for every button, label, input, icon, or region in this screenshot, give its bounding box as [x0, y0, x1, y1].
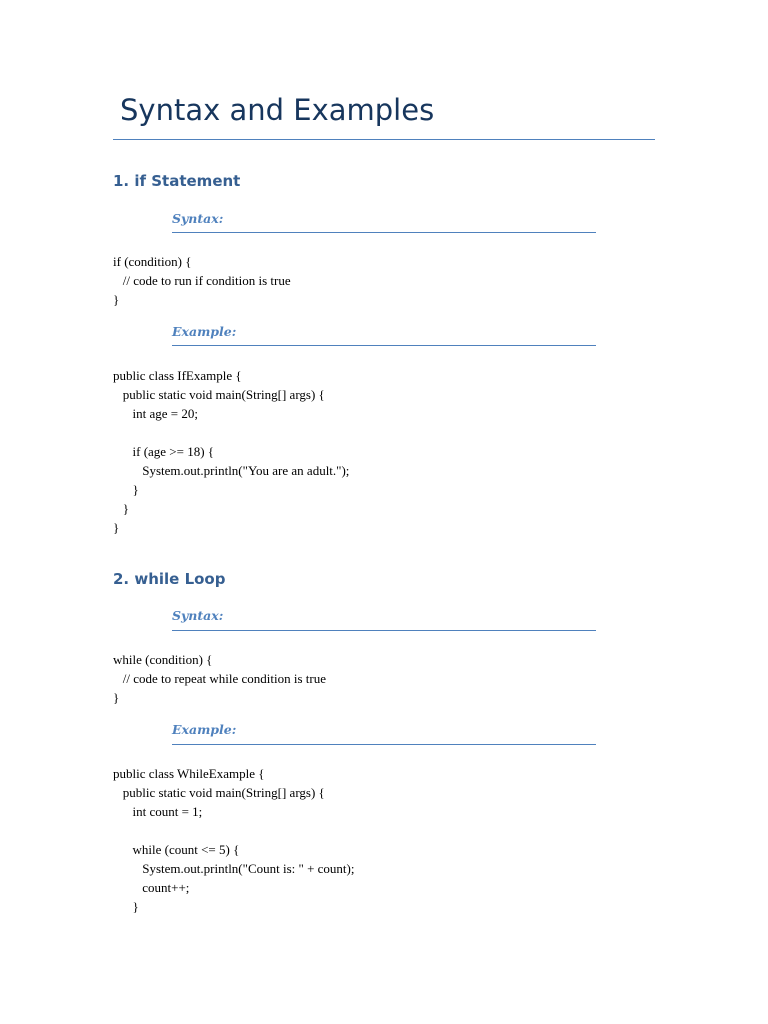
- code-line: if (condition) {: [113, 254, 192, 269]
- code-line: System.out.println("You are an adult.");: [113, 463, 350, 478]
- title-underline: [113, 139, 655, 140]
- code-line: public static void main(String[] args) {: [113, 387, 325, 402]
- example-rule-if: [172, 345, 596, 346]
- example-label-while: Example:: [172, 722, 237, 737]
- syntax-code-block-if: [113, 252, 291, 309]
- code-line: }: [113, 520, 120, 535]
- code-line: int count = 1;: [113, 804, 203, 819]
- code-line: System.out.println("Count is: " + count);: [113, 861, 355, 876]
- section-heading-while: 2. while Loop: [113, 570, 226, 588]
- syntax-label-if: Syntax:: [172, 211, 224, 226]
- code-line: }: [113, 482, 139, 497]
- code-line: while (condition) {: [113, 652, 213, 667]
- code-line: public class WhileExample {: [113, 766, 265, 781]
- syntax-code-block-while: [113, 650, 326, 707]
- code-line: }: [113, 899, 139, 914]
- code-line: [113, 423, 349, 442]
- code-line: }: [113, 501, 129, 516]
- section-heading-if: 1. if Statement: [113, 172, 241, 190]
- code-line: // code to repeat while condition is true: [113, 671, 326, 686]
- example-code-block-if: [113, 366, 349, 537]
- code-line: if (age >= 18) {: [113, 444, 215, 459]
- page-title: Syntax and Examples: [120, 93, 435, 127]
- code-line: public class IfExample {: [113, 368, 242, 383]
- example-rule-while: [172, 744, 596, 745]
- example-label-if: Example:: [172, 324, 237, 339]
- code-line: while (count <= 5) {: [113, 842, 240, 857]
- code-line: [113, 821, 354, 840]
- code-line: }: [113, 292, 120, 307]
- syntax-rule-if: [172, 232, 596, 233]
- code-line: public static void main(String[] args) {: [113, 785, 325, 800]
- code-line: int age = 20;: [113, 406, 198, 421]
- code-line: count++;: [113, 880, 190, 895]
- example-code-block-while: [113, 764, 354, 916]
- code-line: }: [113, 690, 120, 705]
- syntax-label-while: Syntax:: [172, 608, 224, 623]
- syntax-rule-while: [172, 630, 596, 631]
- code-line: // code to run if condition is true: [113, 273, 291, 288]
